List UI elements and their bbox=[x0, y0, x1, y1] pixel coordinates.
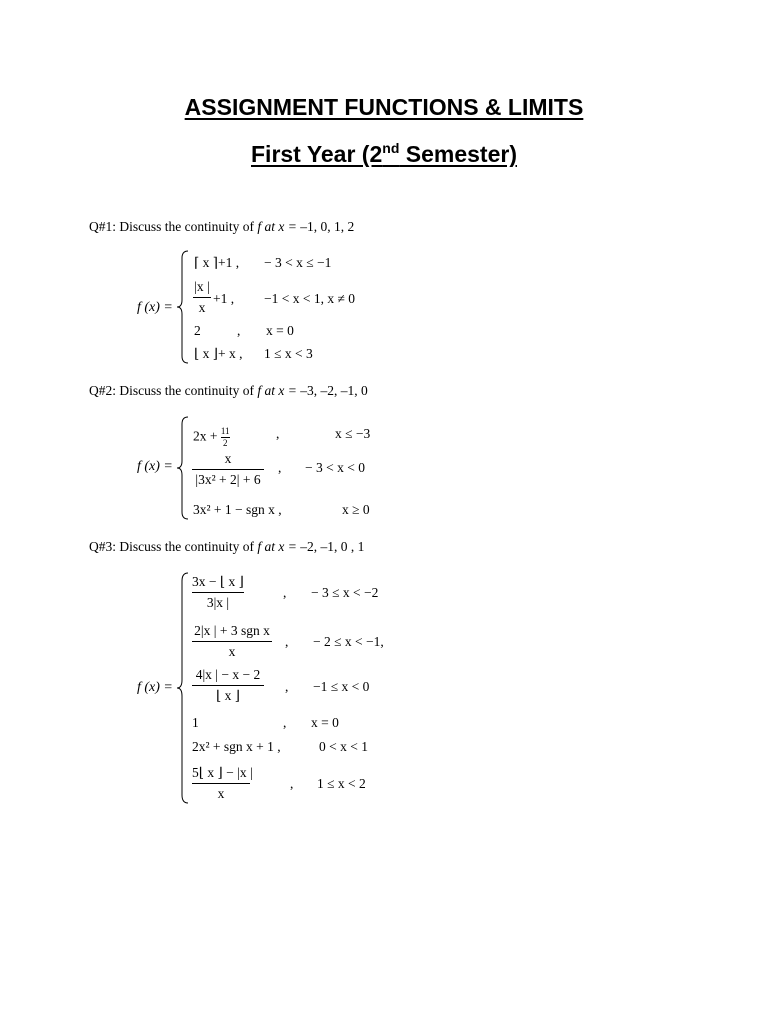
q3-x-eq: x = bbox=[278, 539, 297, 554]
q1-case2-tail: +1 , bbox=[213, 291, 235, 306]
q1-case1-cond: − 3 < x ≤ −1 bbox=[264, 255, 332, 270]
q2-x-eq: x = bbox=[278, 383, 297, 398]
q2-statement bbox=[89, 383, 368, 399]
q3-case3-num: 4|x | − x − 2 bbox=[195, 667, 261, 682]
q3-case3-den: ⌊ x ⌋ bbox=[192, 685, 264, 703]
q3-case4-cond: x = 0 bbox=[311, 715, 339, 730]
page-title-text: ASSIGNMENT FUNCTIONS & LIMITS bbox=[184, 94, 584, 120]
q2-case1-expr bbox=[193, 427, 230, 448]
q1-case3-comma: , bbox=[237, 323, 241, 338]
q3-label: Q#3: Discuss the continuity of bbox=[89, 539, 254, 554]
q1-function-label: f (x) = bbox=[137, 300, 173, 315]
q3-statement bbox=[89, 539, 364, 555]
q3-case1-frac bbox=[192, 575, 244, 609]
q1-case1-expr: ⌈ x ⌉+1 , bbox=[194, 255, 240, 270]
q2-case2-comma: , bbox=[278, 460, 282, 475]
q3-case3-comma: , bbox=[285, 679, 289, 694]
q2-case2-den: |3x² + 2| + 6 bbox=[192, 469, 264, 487]
q2-at: at bbox=[264, 383, 276, 398]
q3-case5-expr: 2x² + sgn x + 1 , bbox=[192, 739, 281, 754]
q2-case1-pre: 2x + bbox=[193, 428, 218, 444]
q3-case1-cond: − 3 ≤ x < −2 bbox=[311, 585, 379, 600]
q3-case6-num: 5⌊ x ⌋ − |x | bbox=[192, 765, 253, 780]
q1-case3-expr: 2 bbox=[194, 323, 201, 338]
page-subtitle bbox=[0, 141, 768, 168]
q3-case1-num: 3x − ⌊ x ⌋ bbox=[192, 574, 244, 589]
q1-case4-cond: 1 ≤ x < 3 bbox=[264, 346, 313, 361]
q1-statement bbox=[89, 219, 354, 235]
q2-left-brace bbox=[176, 416, 190, 520]
q3-left-brace bbox=[176, 572, 190, 804]
q1-case4-expr: ⌊ x ⌋+ x , bbox=[194, 346, 243, 361]
q1-points: –1, 0, 1, 2 bbox=[300, 219, 355, 234]
q1-case2-cond: −1 < x < 1, x ≠ 0 bbox=[264, 291, 355, 306]
q3-case2-den: x bbox=[192, 641, 272, 659]
q1-case2-frac bbox=[193, 280, 211, 314]
q1-at: at bbox=[264, 219, 276, 234]
page-title bbox=[0, 94, 768, 121]
q3-case1-den: 3|x | bbox=[192, 592, 244, 610]
q2-case2-frac bbox=[192, 452, 264, 486]
q3-case2-num: 2|x | + 3 sgn x bbox=[194, 623, 270, 638]
q1-label: Q#1: Discuss the continuity of bbox=[89, 219, 254, 234]
q3-case2-cond: − 2 ≤ x < −1, bbox=[313, 634, 384, 649]
q2-case2-num: x bbox=[224, 451, 232, 466]
q2-case2-cond: − 3 < x < 0 bbox=[305, 460, 365, 475]
q3-case1-comma: , bbox=[283, 585, 287, 600]
q3-at: at bbox=[264, 539, 276, 554]
q3-case3-frac bbox=[192, 668, 264, 702]
q3-case6-frac bbox=[192, 765, 253, 801]
q2-function-label: f (x) = bbox=[137, 459, 173, 474]
q3-case6-cond: 1 ≤ x < 2 bbox=[317, 776, 366, 791]
q1-left-brace bbox=[176, 250, 190, 364]
subtitle-pre: First Year (2 bbox=[251, 141, 383, 167]
q2-case3-expr: 3x² + 1 − sgn x , bbox=[193, 502, 282, 517]
q1-case2-den: x bbox=[193, 297, 211, 315]
q1-case3-cond: x = 0 bbox=[266, 323, 294, 338]
q3-case6-comma: , bbox=[290, 776, 294, 791]
q2-case1-cond: x ≤ −3 bbox=[335, 426, 371, 441]
q1-f: f bbox=[257, 219, 262, 234]
subtitle-sup: nd bbox=[382, 140, 400, 156]
q3-case6-den: x bbox=[192, 783, 250, 801]
q2-case1-small-frac: $\frac{11}{2}$ bbox=[220, 426, 230, 448]
q3-case2-frac bbox=[192, 624, 272, 658]
q3-case5-cond: 0 < x < 1 bbox=[319, 739, 368, 754]
q2-case3-cond: x ≥ 0 bbox=[342, 502, 370, 517]
q1-case2-num: |x | bbox=[194, 279, 210, 294]
q3-case4-comma: , bbox=[283, 715, 287, 730]
q2-label: Q#2: Discuss the continuity of bbox=[89, 383, 254, 398]
q3-points: –2, –1, 0 , 1 bbox=[300, 539, 365, 554]
q3-case4-expr: 1 bbox=[192, 715, 199, 730]
q1-x-eq: x = bbox=[278, 219, 297, 234]
q2-case1-comma: , bbox=[276, 426, 280, 441]
q3-function-label: f (x) = bbox=[137, 680, 173, 695]
q2-f: f bbox=[257, 383, 262, 398]
subtitle-post: Semester) bbox=[399, 141, 517, 167]
q3-f: f bbox=[257, 539, 262, 554]
q2-points: –3, –2, –1, 0 bbox=[300, 383, 368, 398]
q3-case3-cond: −1 ≤ x < 0 bbox=[313, 679, 370, 694]
q3-case2-comma: , bbox=[285, 634, 289, 649]
